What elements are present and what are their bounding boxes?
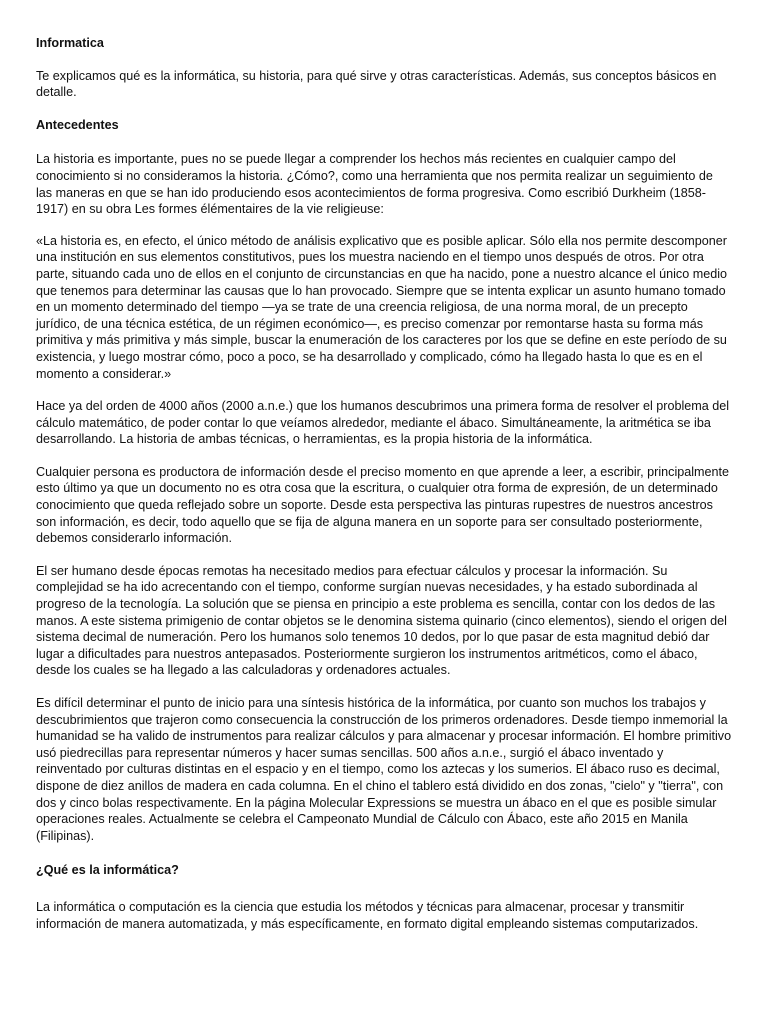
body-paragraph: Cualquier persona es productora de información desde el preciso momento en que aprende a leer, a escribir, principalmente esto último ya que un documento no es otra cosa que la escritura, o cualquier otra forma de expresión, de un determinado conocimiento que queda reflejado sobre un soporte. Desde esta perspectiva las pinturas rupestres de nuestros ancestros son información, es decir, todo aquello que se fija de alguna manera en un soporte para ser consultado posteriormente, debemos considerarlo información.: [36, 464, 730, 546]
document-page: [36, 35, 732, 932]
body-paragraph: Hace ya del orden de 4000 años (2000 a.n.e.) que los humanos descubrimos una primera forma de resolver el problema del cálculo matemático, de poder contar lo que veíamos alrededor, mediante el ábaco. Simultáneamente, la aritmética se iba desarrollando. La historia de ambas técnicas, o herramientas, es la propia historia de la informática.: [36, 399, 730, 447]
body-paragraph: El ser humano desde épocas remotas ha necesitado medios para efectuar cálculos y procesar la información. Su complejidad se ha ido acrecentando con el tiempo, conforme surgían nuevas necesidades, y ha estado subordinada al progreso de la tecnología. La solución que se piensa en principio a este problema es sencilla, contar con los dedos de las manos. A este sistema primigenio de contar objetos se le denomina sistema quinario (cinco elementos), siendo el origen del sistema decimal de numeración. Pero los humanos solo tenemos 10 dedos, por lo que pasar de esta magnitud debió dar lugar a dificultades para nuestros antepasados. Posteriormente surgieron los instrumentos aritméticos, como el ábaco, desde los cuales se ha llegado a las calculadoras y ordenadores actuales.: [36, 563, 727, 678]
body-paragraph: Es difícil determinar el punto de inicio para una síntesis histórica de la informática, por cuanto son muchos los trabajos y descubrimientos que trajeron como consecuencia la construcción de los primeros ordenadores. Desde tiempo inmemorial la humanidad se ha valido de instrumentos para realizar cálculos y para almacenar y procesar información. El hombre primitivo usó piedrecillas para representar números y hacer sumas sencillas. 500 años a.n.e., surgió el ábaco inventado y reinventado por culturas distintas en el espacio y en el tiempo, como los aztecas y los sumerios. El ábaco ruso es decimal, dispone de diez anillos de madera en cada columna. En el chino el tablero está dividido en dos zonas, "cielo" y "tierra", con dos y cinco bolas respectivamente. En la página Molecular Expressions se muestra un ábaco en el que es posible simular operaciones reales. Actualmente se celebra el Campeonato Mundial de Cálculo con Ábaco, este año 2015 en Manila (Filipinas).: [36, 696, 732, 843]
document-title: Informatica: [36, 36, 104, 50]
section-heading-antecedentes: Antecedentes: [36, 117, 119, 132]
body-paragraph: La historia es importante, pues no se puede llegar a comprender los hechos más recientes en cualquier campo del conocimiento si no consideramos la historia. ¿Cómo?, como una herramienta que nos permita realizar un seguimiento de las maneras en que se han ido produciendo esos acontecimientos de forma progresiva. Como escribió Durkheim (1858-1917) en su obra Les formes élémentaires de la vie religieuse:: [36, 152, 713, 217]
section-heading-que-es: ¿Qué es la informática?: [36, 863, 179, 878]
quote-paragraph: «La historia es, en efecto, el único método de análisis explicativo que es posible aplicar. Sólo ella nos permite descomponer una institución en sus elementos constitutivos, pues los muestra naciendo en el tiempo unos después de otros. Por otra parte, situando cada uno de ellos en el conjunto de circunstancias en que ha nacido, pone a nuestro alcance el único medio que tenemos para determinar las causas que lo han provocado. Siempre que se intenta explicar un asunto humano tomado en un momento determinado del tiempo —ya se trate de una creencia religiosa, de una norma moral, de un precepto jurídico, de una técnica estética, de un régimen económico—, es preciso comenzar por remontarse hasta su forma más primitiva y más primitiva y más simple, buscar la enumeración de los caracteres por los que se define en este período de su existencia, y luego mostrar cómo, poco a poco, se ha desarrollado y complicado, cómo ha llegado hasta lo que es en el momento a considerar.»: [36, 233, 728, 381]
intro-paragraph: Te explicamos qué es la informática, su historia, para qué sirve y otras características. Además, sus conceptos básicos en detalle.: [36, 68, 717, 100]
body-paragraph: La informática o computación es la ciencia que estudia los métodos y técnicas para almacenar, procesar y transmitir información de manera automatizada, y más específicamente, en formato digital empleando sistemas computarizados.: [36, 899, 699, 931]
